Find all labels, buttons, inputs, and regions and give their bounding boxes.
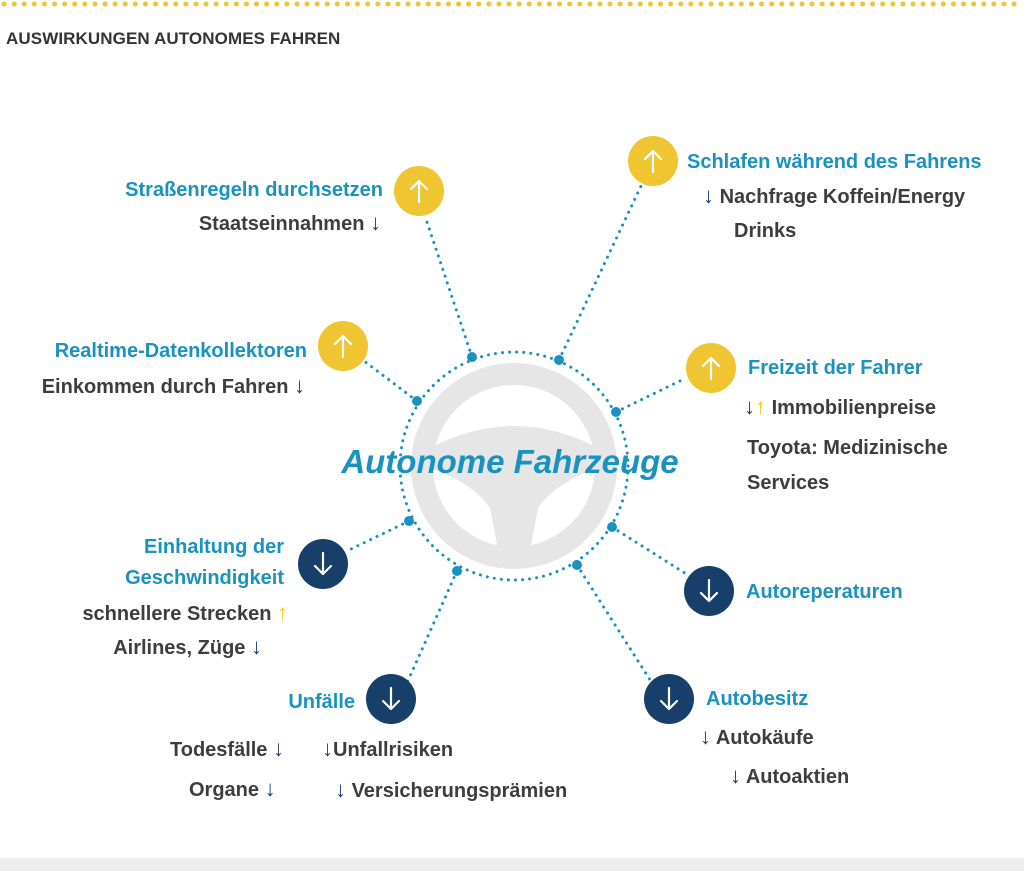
- arrow-down-icon: ↓: [730, 763, 741, 788]
- arrow-up-icon: ↑: [277, 600, 288, 625]
- sub-services: Services: [747, 472, 830, 494]
- hub-dot: [611, 407, 621, 417]
- label-schlafen: Schlafen während des Fahrens: [687, 151, 982, 173]
- arrow-up-icon: [318, 321, 368, 371]
- connector-autobesitz: [577, 565, 652, 683]
- hub-dot: [404, 516, 414, 526]
- label-einhaltung-line2: Geschwindigkeit: [125, 567, 284, 589]
- connector-einhaltung: [347, 521, 409, 551]
- sub-unfallrisiken: ↓Unfallrisiken: [322, 736, 454, 761]
- arrow-up-icon: [394, 166, 444, 216]
- sub-drinks: Drinks: [734, 220, 797, 242]
- arrow-down-icon: ↓: [703, 183, 714, 208]
- arrow-down-icon: ↓: [251, 634, 262, 659]
- sub-einkommen: Einkommen durch Fahren ↓: [41, 373, 305, 398]
- arrow-down-icon: ↓: [744, 394, 755, 419]
- sub-staatseinnahmen: Staatseinnahmen ↓: [198, 210, 381, 235]
- label-freizeit: Freizeit der Fahrer: [748, 357, 923, 379]
- label-strassenregeln: Straßenregeln durchsetzen: [125, 179, 383, 201]
- arrow-down-icon: [298, 539, 348, 589]
- arrow-down-icon: ↓: [700, 724, 711, 749]
- arrow-down-icon: ↓: [370, 210, 381, 235]
- hub-dot: [467, 352, 477, 362]
- arrow-down-icon: ↓: [294, 373, 305, 398]
- arrow-down-icon: [684, 566, 734, 616]
- sub-immobilienpreise: ↓↑ Immobilienpreise: [744, 394, 937, 419]
- center-label: Autonome Fahrzeuge: [341, 443, 679, 480]
- arrow-down-icon: ↓: [322, 736, 333, 761]
- arrow-down-icon: ↓: [335, 777, 346, 802]
- hub-dot: [572, 560, 582, 570]
- connector-freizeit: [616, 378, 686, 412]
- sub-autokaeufe: ↓ Autokäufe: [700, 724, 814, 749]
- sub-nachfrage: ↓ Nachfrage Koffein/Energy: [703, 183, 966, 208]
- sub-toyota: Toyota: Medizinische: [747, 437, 948, 459]
- bottom-bar: [0, 858, 1024, 871]
- sub-schnellere-strecken: schnellere Strecken ↑: [82, 600, 288, 625]
- hub-dot: [452, 566, 462, 576]
- sub-airlines: Airlines, Züge ↓: [113, 634, 262, 659]
- sub-organe: Organe ↓: [189, 776, 276, 801]
- arrow-down-icon: [644, 674, 694, 724]
- arrow-down-icon: ↓: [264, 776, 276, 801]
- page-title: AUSWIRKUNGEN AUTONOMES FAHREN: [6, 29, 341, 48]
- sub-todesfaelle: Todesfälle ↓: [170, 736, 284, 761]
- hub-dot: [607, 522, 617, 532]
- label-unfaelle: Unfälle: [288, 691, 355, 713]
- connector-schlafen: [559, 186, 641, 360]
- connector-autoreperaturen: [612, 527, 688, 575]
- label-autoreperaturen: Autoreperaturen: [746, 581, 903, 603]
- label-realtime: Realtime-Datenkollektoren: [54, 340, 307, 362]
- label-einhaltung-line1: Einhaltung der: [144, 536, 284, 558]
- arrow-down-icon: [366, 674, 416, 724]
- connector-strassenregeln: [426, 219, 472, 357]
- connector-unfaelle: [407, 571, 457, 683]
- hub-dot: [412, 396, 422, 406]
- arrow-up-icon: [686, 343, 736, 393]
- arrow-up-icon: ↑: [755, 394, 766, 419]
- sub-autoaktien: ↓ Autoaktien: [730, 763, 850, 788]
- connector-realtime: [364, 361, 417, 401]
- arrow-down-icon: ↓: [273, 736, 284, 761]
- sub-versicherungspraemien: ↓ Versicherungsprämien: [335, 777, 568, 802]
- hub-dot: [554, 355, 564, 365]
- arrow-up-icon: [628, 136, 678, 186]
- label-autobesitz: Autobesitz: [706, 688, 809, 710]
